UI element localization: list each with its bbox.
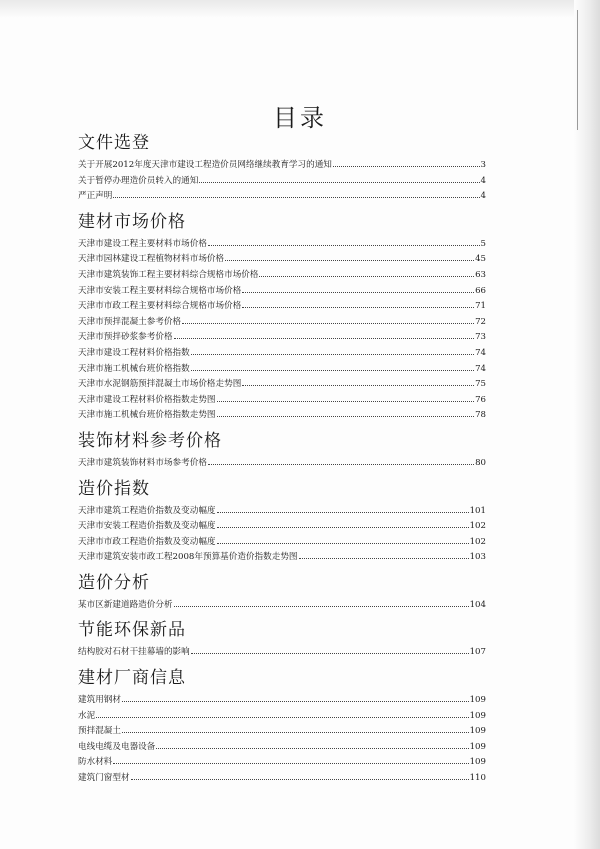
toc-entry — [78, 393, 486, 409]
entry-page-number: 74 — [475, 363, 486, 374]
dot-leader — [217, 511, 469, 513]
entry-page-number: 63 — [475, 269, 486, 280]
entry-page-number: 73 — [475, 332, 486, 343]
entry-list — [78, 237, 486, 424]
entry-page-number: 74 — [475, 347, 486, 358]
entry-list — [78, 504, 486, 566]
section-heading: 建材市场价格 — [78, 211, 186, 232]
toc-entry — [78, 598, 486, 614]
toc-entry — [78, 268, 486, 284]
entry-title: 电线电缆及电器设备 — [78, 741, 156, 752]
entry-page-number: 109 — [469, 726, 486, 737]
entry-page-number: 3 — [480, 160, 486, 170]
entry-title: 天津市建筑安装市政工程2008年预算基价造价指数走势图 — [78, 552, 298, 563]
entry-page-number: 72 — [475, 316, 486, 327]
toc-entry — [78, 693, 486, 709]
dot-leader — [199, 181, 479, 183]
page-title: 目录 — [273, 104, 327, 132]
entry-title: 天津市安装工程主要材料综合规格市场价格 — [78, 285, 242, 296]
section-heading: 节能环保新品 — [78, 620, 186, 641]
dot-leader — [113, 196, 479, 198]
toc-section — [78, 478, 486, 566]
entry-title: 天津市建设工程材料价格指数走势图 — [78, 394, 216, 405]
toc-section — [78, 211, 486, 424]
dot-leader — [122, 700, 469, 702]
dot-leader — [299, 557, 469, 559]
entry-page-number: 78 — [475, 410, 486, 421]
entry-title: 天津市建筑装饰材料市场参考价格 — [78, 457, 207, 468]
dot-leader — [208, 244, 480, 246]
dot-leader — [122, 731, 469, 733]
section-heading: 文件选登 — [78, 133, 150, 153]
entry-title: 防水材料 — [78, 757, 113, 768]
entry-list — [78, 693, 486, 787]
toc-entry — [78, 535, 486, 551]
dot-leader — [208, 463, 474, 465]
entry-page-number: 103 — [469, 552, 486, 563]
toc-entry — [78, 362, 486, 378]
toc-entry — [78, 299, 486, 315]
entry-page-number: 66 — [475, 285, 486, 296]
entry-title: 关于暂停办理造价员转入的通知 — [78, 175, 199, 186]
entry-title: 预拌混凝土 — [78, 726, 121, 737]
entry-list — [78, 598, 486, 614]
toc-entry — [78, 709, 486, 725]
section-heading: 装饰材料参考价格 — [78, 430, 222, 451]
toc-entry — [78, 408, 486, 424]
toc-entry — [78, 504, 486, 520]
table-of-contents — [78, 132, 486, 793]
entry-page-number: 4 — [480, 175, 486, 186]
entry-page-number: 80 — [475, 457, 486, 468]
dot-leader — [259, 275, 474, 277]
entry-title: 天津市建筑工程造价指数及变动幅度 — [78, 505, 216, 516]
toc-entry — [78, 377, 486, 393]
toc-entry — [78, 771, 486, 787]
toc-entry — [78, 284, 486, 300]
entry-page-number: 45 — [475, 254, 486, 265]
entry-title: 关于开展2012年度天津市建设工程造价员网络继续教育学习的通知 — [78, 160, 332, 170]
section-heading: 造价分析 — [78, 572, 150, 593]
dot-leader — [156, 747, 468, 749]
toc-entry — [78, 740, 486, 756]
section-heading: 造价指数 — [78, 478, 150, 499]
toc-entry — [78, 519, 486, 535]
toc-section — [78, 430, 486, 472]
toc-entry — [78, 346, 486, 362]
entry-title: 水泥 — [78, 710, 96, 721]
scan-shadow-top — [0, 0, 600, 18]
entry-title: 建筑门窗型材 — [78, 773, 130, 784]
entry-page-number: 104 — [469, 599, 486, 610]
dot-leader — [174, 337, 475, 339]
dot-leader — [191, 353, 474, 355]
dot-leader — [242, 291, 474, 293]
dot-leader — [182, 322, 474, 324]
entry-list — [78, 645, 486, 661]
toc-entry — [78, 315, 486, 331]
entry-title: 天津市市政工程主要材料综合规格市场价格 — [78, 301, 242, 312]
entry-page-number: 109 — [469, 741, 486, 752]
dot-leader — [217, 400, 475, 402]
dot-leader — [225, 259, 474, 261]
toc-entry — [78, 158, 486, 174]
entry-page-number: 4 — [480, 191, 486, 202]
toc-entry — [78, 645, 486, 661]
entry-page-number: 71 — [475, 301, 486, 312]
toc-entry — [78, 550, 486, 566]
entry-title: 天津市建设工程材料价格指数 — [78, 347, 190, 358]
entry-page-number: 109 — [469, 695, 486, 706]
dot-leader — [242, 306, 474, 308]
entry-list — [78, 158, 486, 205]
entry-title: 天津市预拌砂浆参考价格 — [78, 332, 173, 343]
dot-leader — [191, 369, 474, 371]
entry-page-number: 102 — [469, 536, 486, 547]
dot-leader — [96, 716, 468, 718]
toc-entry — [78, 252, 486, 268]
entry-title: 建筑用钢材 — [78, 695, 121, 706]
dot-leader — [217, 415, 475, 417]
entry-title: 天津市园林建设工程植物材料市场价格 — [78, 254, 225, 265]
entry-title: 天津市水泥钢筋预拌混凝土市场价格走势图 — [78, 379, 242, 390]
toc-entry — [78, 456, 486, 472]
entry-title: 天津市施工机械台班价格指数走势图 — [78, 410, 216, 421]
entry-page-number: 102 — [469, 521, 486, 532]
entry-title: 天津市建筑装饰工程主要材料综合规格市场价格 — [78, 269, 259, 280]
entry-title: 天津市预拌混凝土参考价格 — [78, 316, 182, 327]
entry-page-number: 75 — [475, 379, 486, 390]
toc-entry — [78, 174, 486, 190]
dot-leader — [131, 778, 469, 780]
entry-page-number: 5 — [480, 238, 486, 249]
entry-page-number: 109 — [469, 710, 486, 721]
entry-page-number: 110 — [469, 773, 486, 784]
dot-leader — [113, 762, 468, 764]
entry-title: 天津市施工机械台班价格指数 — [78, 363, 190, 374]
entry-title: 天津市建设工程主要材料市场价格 — [78, 238, 207, 249]
entry-page-number: 107 — [469, 647, 486, 658]
toc-entry — [78, 724, 486, 740]
entry-page-number: 109 — [469, 757, 486, 768]
dot-leader — [191, 652, 469, 654]
section-heading: 建材厂商信息 — [78, 668, 186, 689]
toc-entry — [78, 237, 486, 253]
toc-entry — [78, 330, 486, 346]
dot-leader — [174, 605, 469, 607]
entry-page-number: 101 — [469, 505, 486, 516]
entry-title: 天津市安装工程造价指数及变动幅度 — [78, 521, 216, 532]
entry-page-number: 76 — [475, 394, 486, 405]
entry-title: 结构胶对石材干挂幕墙的影响 — [78, 647, 190, 658]
entry-title: 天津市市政工程造价指数及变动幅度 — [78, 536, 216, 547]
toc-entry — [78, 189, 486, 205]
toc-section — [78, 667, 486, 787]
entry-list — [78, 456, 486, 472]
toc-section — [78, 572, 486, 614]
entry-title: 严正声明 — [78, 191, 113, 202]
dot-leader — [217, 526, 469, 528]
dot-leader — [333, 165, 480, 167]
dot-leader — [217, 542, 469, 544]
toc-section — [78, 132, 486, 205]
toc-entry — [78, 755, 486, 771]
dot-leader — [242, 384, 474, 386]
entry-title: 某市区新建道路造价分析 — [78, 599, 173, 610]
toc-section — [78, 619, 486, 661]
